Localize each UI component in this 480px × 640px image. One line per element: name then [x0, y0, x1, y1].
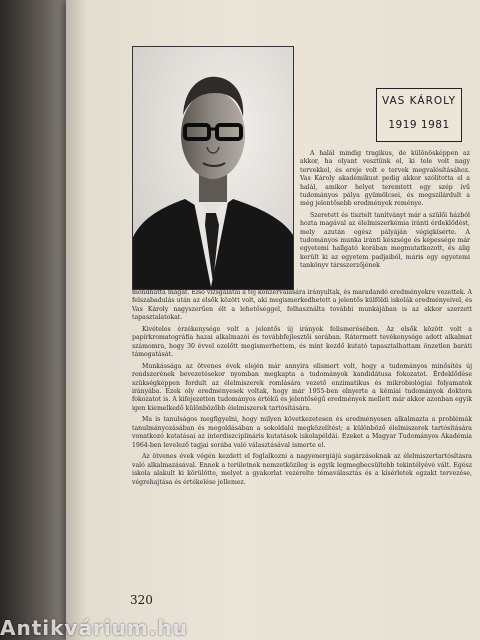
paragraph: Munkássága az ötvenes évek elején már annyira elismert volt, hogy a tudományos minősítés új rendszerének bevezetésekor nyomban megkapta a tudományok kandidátusa fokozatot. Érdeklődése szükségképpen fordult az élelmiszerek romlására vezető enzimatikus és mikrobiológiai folyamatok irányába. Ezek oly eredményesek voltak, hogy már 1955-ben elnyerte a kémiai tudományok doktora fokozatot is. A kifejezetten tudományos értékű és jelentőségű eredmények mellett már akkor azonban egyik igen kiemelkedő különbözőbb élelmiszerek tartósítására.	[132, 362, 472, 412]
paragraph: A halál mindig tragikus, de különösképpen az akkor, ha olyant vesztünk el, ki tele volt nagy tervekkel, és ereje volt e tervek megvalósításához. Vas Károly akadémikust pedig akkor szólította el a halál, amikor helyet teremtett egy szép ívű tudományos pálya gyümölcsei, és megszilárdult a még jelentősebb eredmények reménye.	[300, 150, 470, 208]
paragraph: Szeretett és tisztelt tanítványt már a szülői házból hozta magával az élelmiszerkémia iránti érdeklődést, mely azután egész pályáján végigkísérte. A tudományos munka iránti készsége és képessége már egyetemi hallgató korában megmutatkozott, és alig került ki az egyetem padjaiból, máris egy egyetemi tankönyv társszerzőjének	[300, 211, 470, 270]
obituary-years: 1919 1981	[388, 119, 450, 131]
watermark: Antikvárium.hu	[0, 616, 188, 640]
paragraph: Az ötvenes évek végén kezdett el foglalkozni a nagyenergiájú sugárzásoknak az élelmiszertartósításra való alkalmazásával. Ennek a területnek nemzetközileg is egyik legmegbecsültebb tekintélyévé vált. Egész iskola alakult ki körülötte, melyet a gyakorlat vezérelte témaválasztás és a kísérletek egzakt tervezése, végrehajtása és értékelése jellemez.	[132, 453, 472, 486]
page-number: 320	[130, 593, 153, 607]
full-width-text	[132, 289, 472, 490]
name-caption-box	[376, 88, 462, 142]
obituary-name: VAS KÁROLY	[381, 95, 456, 107]
right-column-text	[300, 150, 470, 274]
paragraph: Ma is tanulságos megfigyelni, hogy milyen következetesen és eredményesen alkalmazta a problémák tanulmányozásában és megoldásában a sokoldalú megközelítést; a különböző élelmiszerek tartósítására vonatkozó kutatásai az interdiszciplináris kutatások iskolapéldái. Ezeket a Magyar Tudományos Akadémia 1964-ben levelező tagjai sorába való választásával ismerte el.	[132, 416, 472, 449]
portrait-photo	[132, 46, 294, 290]
paragraph: Kivételes érzékenysége volt a jelentős új irányok felismerésében. Az elsők között volt a papírkromatográfia hazai alkalmazói és továbbfejlesztői sorában. Rátermett tevékenysége adott alkalmat számomra, hogy 30 évvel ezelőtt megismerhettem, és mint kezdő kutató tapasztalhattam önzetlen baráti támogatását.	[132, 325, 472, 359]
binding-shadow	[0, 0, 70, 640]
paragraph: mondhatta magát. Első vizsgálatai a tej konzerválására irányultak, és maradandó eredményekre vezettek. A felszabadulás után az elsők között volt, aki megismerkedhetett a jelentős külföldi iskolák eredményeivel, és Vas Károly nagyszerűen élt a lehetőséggel, felhasználta további munkájában is az akkor szerzett tapasztalatokat.	[132, 289, 472, 322]
